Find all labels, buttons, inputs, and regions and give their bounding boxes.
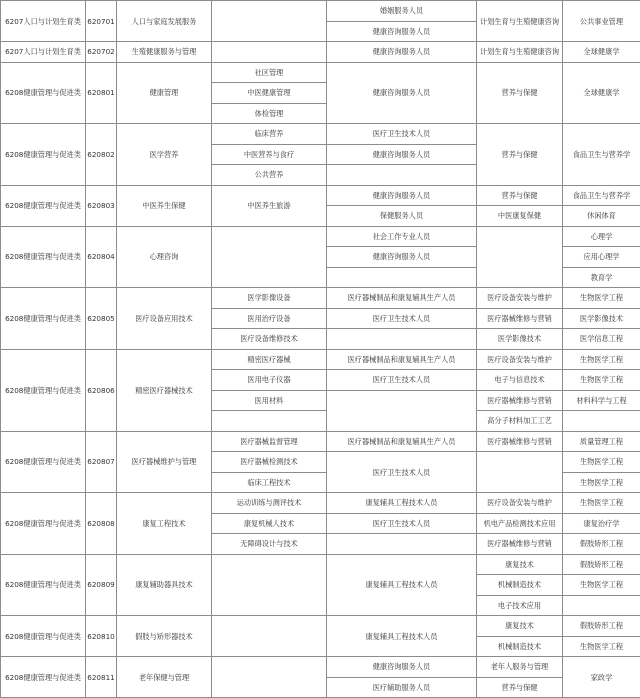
bachelor-cell: 质量管理工程 xyxy=(563,431,640,452)
bachelor-cell: 医学信息工程 xyxy=(563,329,640,350)
bachelor-cell: 休闲体育 xyxy=(563,206,640,227)
jobs-cell xyxy=(327,390,477,431)
bachelor-cell: 假肢矫形工程 xyxy=(563,554,640,575)
skills-cell xyxy=(212,616,327,657)
higher-cell: 康复技术 xyxy=(477,554,563,575)
jobs-cell: 医疗卫生技术人员 xyxy=(327,513,477,534)
table-row xyxy=(1,616,640,637)
higher-cell: 康复技术 xyxy=(477,616,563,637)
higher-cell: 营养与保健 xyxy=(477,677,563,698)
skills-cell xyxy=(212,411,327,432)
major-name-cell: 假肢与矫形器技术 xyxy=(117,616,212,657)
skills-cell: 无障碍设计与技术 xyxy=(212,534,327,555)
table-row xyxy=(1,42,640,63)
bachelor-cell: 生物医学工程 xyxy=(563,349,640,370)
bachelor-cell: 生物医学工程 xyxy=(563,370,640,391)
jobs-cell: 健康咨询服务人员 xyxy=(327,21,477,42)
code-cell: 620810 xyxy=(86,616,117,657)
table-row xyxy=(1,185,640,206)
higher-cell: 营养与保健 xyxy=(477,62,563,124)
table-row xyxy=(1,554,640,575)
jobs-cell xyxy=(327,329,477,350)
bachelor-cell xyxy=(563,595,640,616)
jobs-cell: 医疗器械制品和康复辅具生产人员 xyxy=(327,288,477,309)
table-row xyxy=(1,493,640,514)
jobs-cell: 康复辅具工程技术人员 xyxy=(327,554,477,616)
jobs-cell: 社会工作专业人员 xyxy=(327,226,477,247)
code-cell: 620811 xyxy=(86,657,117,698)
category-cell: 6208健康管理与促进类 xyxy=(1,616,86,657)
bachelor-cell: 教育学 xyxy=(563,267,640,288)
category-cell: 6208健康管理与促进类 xyxy=(1,62,86,124)
major-name-cell: 医疗器械维护与管理 xyxy=(117,431,212,493)
skills-cell: 中医健康管理 xyxy=(212,83,327,104)
skills-cell xyxy=(212,554,327,616)
skills-cell: 医疗设备维修技术 xyxy=(212,329,327,350)
jobs-cell: 医疗卫生技术人员 xyxy=(327,308,477,329)
jobs-cell: 医疗器械制品和康复辅具生产人员 xyxy=(327,431,477,452)
code-cell: 620802 xyxy=(86,124,117,186)
higher-cell: 医疗器械维修与营销 xyxy=(477,308,563,329)
major-name-cell: 生殖健康服务与管理 xyxy=(117,42,212,63)
table-row xyxy=(1,1,640,22)
skills-cell: 医疗器械检测技术 xyxy=(212,452,327,473)
higher-cell: 老年人服务与管理 xyxy=(477,657,563,678)
table-row xyxy=(1,62,640,83)
jobs-cell: 康复辅具工程技术人员 xyxy=(327,493,477,514)
bachelor-cell: 生物医学工程 xyxy=(563,636,640,657)
jobs-cell: 健康咨询服务人员 xyxy=(327,185,477,206)
code-cell: 620807 xyxy=(86,431,117,493)
jobs-cell: 医疗辅助服务人员 xyxy=(327,677,477,698)
skills-cell: 体检管理 xyxy=(212,103,327,124)
skills-cell xyxy=(212,657,327,698)
category-cell: 6208健康管理与促进类 xyxy=(1,554,86,616)
higher-cell: 高分子材料加工工艺 xyxy=(477,411,563,432)
skills-cell: 临床工程技术 xyxy=(212,472,327,493)
category-cell: 6208健康管理与促进类 xyxy=(1,185,86,226)
major-name-cell: 人口与家庭发展服务 xyxy=(117,1,212,42)
jobs-cell: 医疗卫生技术人员 xyxy=(327,124,477,145)
skills-cell: 公共营养 xyxy=(212,165,327,186)
higher-cell: 医疗设备安装与维护 xyxy=(477,288,563,309)
skills-cell: 医用材料 xyxy=(212,390,327,411)
bachelor-cell: 生物医学工程 xyxy=(563,472,640,493)
major-name-cell: 精密医疗器械技术 xyxy=(117,349,212,431)
bachelor-cell: 全球健康学 xyxy=(563,62,640,124)
skills-cell: 中医养生旅游 xyxy=(212,185,327,226)
bachelor-cell: 生物医学工程 xyxy=(563,493,640,514)
bachelor-cell: 材料科学与工程 xyxy=(563,390,640,411)
higher-cell: 计划生育与生殖健康咨询 xyxy=(477,1,563,42)
higher-cell: 医疗器械维修与营销 xyxy=(477,534,563,555)
major-name-cell: 医疗设备应用技术 xyxy=(117,288,212,350)
jobs-cell: 医疗卫生技术人员 xyxy=(327,370,477,391)
category-cell: 6207人口与计划生育类 xyxy=(1,42,86,63)
bachelor-cell: 生物医学工程 xyxy=(563,575,640,596)
higher-cell xyxy=(477,226,563,288)
higher-cell: 营养与保健 xyxy=(477,185,563,206)
category-cell: 6207人口与计划生育类 xyxy=(1,1,86,42)
table-row xyxy=(1,431,640,452)
jobs-cell: 医疗卫生技术人员 xyxy=(327,452,477,493)
bachelor-cell: 家政学 xyxy=(563,657,640,698)
jobs-cell: 医疗器械制品和康复辅具生产人员 xyxy=(327,349,477,370)
skills-cell xyxy=(212,1,327,42)
skills-cell: 中医营养与食疗 xyxy=(212,144,327,165)
code-cell: 620808 xyxy=(86,493,117,555)
bachelor-cell: 应用心理学 xyxy=(563,247,640,268)
code-cell: 620801 xyxy=(86,62,117,124)
higher-cell: 医疗设备安装与维护 xyxy=(477,349,563,370)
higher-cell: 机械制造技术 xyxy=(477,575,563,596)
category-cell: 6208健康管理与促进类 xyxy=(1,657,86,698)
code-cell: 620809 xyxy=(86,554,117,616)
bachelor-cell: 食品卫生与营养学 xyxy=(563,185,640,206)
category-cell: 6208健康管理与促进类 xyxy=(1,124,86,186)
bachelor-cell: 假肢矫形工程 xyxy=(563,616,640,637)
bachelor-cell: 医学影像技术 xyxy=(563,308,640,329)
higher-cell: 机电产品检测技术应用 xyxy=(477,513,563,534)
bachelor-cell: 公共事业管理 xyxy=(563,1,640,42)
higher-cell: 电子与信息技术 xyxy=(477,370,563,391)
bachelor-cell xyxy=(563,411,640,432)
jobs-cell xyxy=(327,267,477,288)
skills-cell: 医学影像设备 xyxy=(212,288,327,309)
skills-cell xyxy=(212,42,327,63)
bachelor-cell: 全球健康学 xyxy=(563,42,640,63)
major-name-cell: 中医养生保健 xyxy=(117,185,212,226)
jobs-cell xyxy=(327,534,477,555)
major-name-cell: 老年保健与管理 xyxy=(117,657,212,698)
bachelor-cell: 生物医学工程 xyxy=(563,288,640,309)
skills-cell: 临床营养 xyxy=(212,124,327,145)
skills-cell: 医用电子仪器 xyxy=(212,370,327,391)
higher-cell: 电子技术应用 xyxy=(477,595,563,616)
category-cell: 6208健康管理与促进类 xyxy=(1,226,86,288)
skills-cell: 医疗器械监督管理 xyxy=(212,431,327,452)
table-row xyxy=(1,226,640,247)
higher-cell: 医学影像技术 xyxy=(477,329,563,350)
higher-cell: 中医康复保健 xyxy=(477,206,563,227)
bachelor-cell: 康复治疗学 xyxy=(563,513,640,534)
major-name-cell: 健康管理 xyxy=(117,62,212,124)
jobs-cell: 健康咨询服务人员 xyxy=(327,657,477,678)
code-cell: 620701 xyxy=(86,1,117,42)
code-cell: 620806 xyxy=(86,349,117,431)
table-row xyxy=(1,657,640,678)
higher-cell: 医疗器械维修与营销 xyxy=(477,431,563,452)
jobs-cell: 婚姻服务人员 xyxy=(327,1,477,22)
jobs-cell xyxy=(327,165,477,186)
table-row xyxy=(1,288,640,309)
skills-cell: 社区管理 xyxy=(212,62,327,83)
bachelor-cell: 食品卫生与营养学 xyxy=(563,124,640,186)
table-row xyxy=(1,349,640,370)
jobs-cell: 康复辅具工程技术人员 xyxy=(327,616,477,657)
major-name-cell: 康复工程技术 xyxy=(117,493,212,555)
higher-cell: 医疗器械维修与营销 xyxy=(477,390,563,411)
code-cell: 620702 xyxy=(86,42,117,63)
skills-cell xyxy=(212,226,327,288)
jobs-cell: 健康咨询服务人员 xyxy=(327,144,477,165)
jobs-cell: 保健服务人员 xyxy=(327,206,477,227)
major-name-cell: 心理咨询 xyxy=(117,226,212,288)
code-cell: 620804 xyxy=(86,226,117,288)
jobs-cell: 健康咨询服务人员 xyxy=(327,42,477,63)
skills-cell: 康复机械人技术 xyxy=(212,513,327,534)
higher-cell: 医疗设备安装与维护 xyxy=(477,493,563,514)
skills-cell: 运动训练与测评技术 xyxy=(212,493,327,514)
higher-cell xyxy=(477,452,563,493)
code-cell: 620803 xyxy=(86,185,117,226)
higher-cell: 营养与保健 xyxy=(477,124,563,186)
jobs-cell: 健康咨询服务人员 xyxy=(327,62,477,124)
table-row xyxy=(1,124,640,145)
major-name-cell: 医学营养 xyxy=(117,124,212,186)
bachelor-cell: 生物医学工程 xyxy=(563,452,640,473)
skills-cell: 医用治疗设备 xyxy=(212,308,327,329)
higher-cell: 计划生育与生殖健康咨询 xyxy=(477,42,563,63)
category-cell: 6208健康管理与促进类 xyxy=(1,493,86,555)
category-cell: 6208健康管理与促进类 xyxy=(1,349,86,431)
category-cell: 6208健康管理与促进类 xyxy=(1,288,86,350)
higher-cell: 机械制造技术 xyxy=(477,636,563,657)
major-name-cell: 康复辅助器具技术 xyxy=(117,554,212,616)
bachelor-cell: 假肢矫形工程 xyxy=(563,534,640,555)
jobs-cell: 健康咨询服务人员 xyxy=(327,247,477,268)
skills-cell: 精密医疗器械 xyxy=(212,349,327,370)
category-cell: 6208健康管理与促进类 xyxy=(1,431,86,493)
bachelor-cell: 心理学 xyxy=(563,226,640,247)
code-cell: 620805 xyxy=(86,288,117,350)
